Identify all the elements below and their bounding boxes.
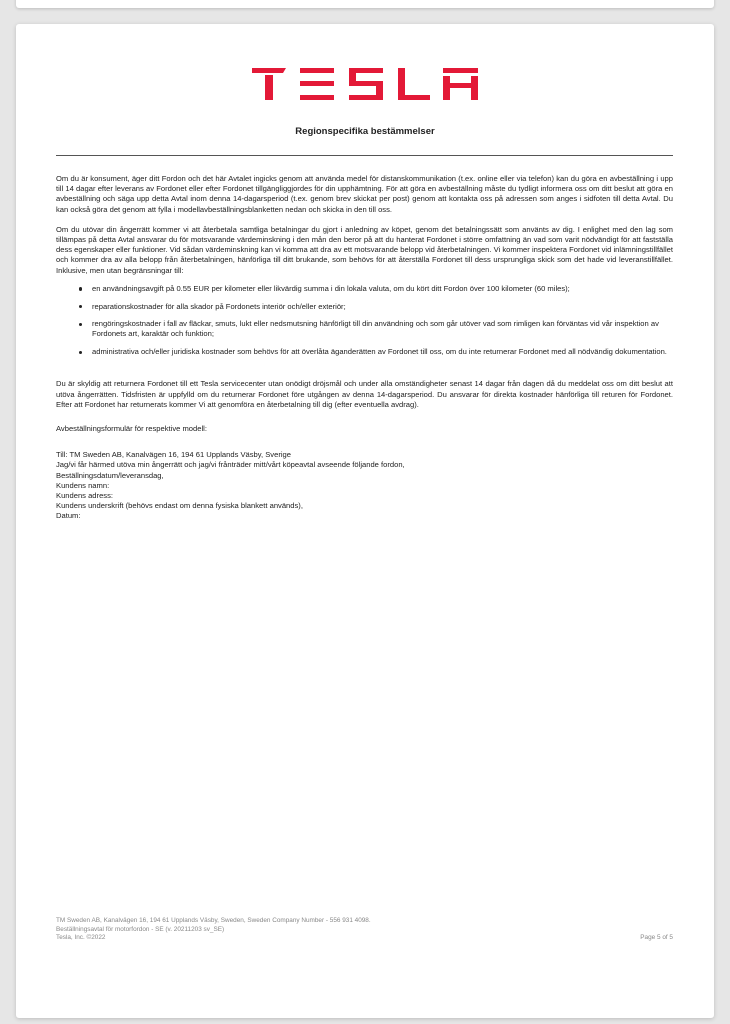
list-item: en användningsavgift på 0.55 EUR per kilometer eller likvärdig summa i din lokala valuta, om du kört ditt Fordon över 100 kilometer (60 miles);	[92, 284, 673, 294]
paragraph-cancellation-right: Om du är konsument, äger ditt Fordon och det här Avtalet ingicks genom att använda medel för distanskommunikation (t.ex. online eller via telefon) kan du göra en avbeställning i upp till 14 dagar efter leverans av Fordonet eller efter Fordonet tillgängliggjordes för din upphämtning. För att göra en avbeställning måste du tydligt informera oss om ditt beslut att göra en avbeställning och säga upp detta Avtal inom denna 14-dagarsperiod (t.ex. genom brev skickat per post) genom att kontakta oss på adressen som anges i sidfoten till detta Avtal. Du kan också göra det genom att fylla i modellavbeställningsblanketten nedan och skicka in den till oss.	[56, 174, 673, 214]
list-item: administrativa och/eller juridiska kostnader som behövs för att överlåta äganderätten av Fordonet till oss, om du inte returnerar Fordonet med all nödvändig dokumentation.	[92, 347, 673, 357]
list-item: rengöringskostnader i fall av fläckar, smuts, lukt eller nedsmutsning hänförligt till din användning och som går utöver vad som rimligen kan förväntas vid vår inspektion av Fordonets art, karaktär och funktion;	[92, 319, 673, 339]
deductions-list	[56, 284, 673, 358]
paragraph-form-heading: Avbeställningsformulär för respektive modell:	[56, 423, 207, 433]
footer-agreement-version: Beställningsavtal för motorfordon - SE (v. 20211203 sv_SE)	[56, 925, 225, 933]
page-number: Page 5 of 5	[640, 934, 673, 941]
previous-page-edge	[16, 0, 714, 8]
document-body	[56, 174, 673, 522]
page-footer	[56, 917, 673, 943]
form-line-customer-address: Kundens adress:	[56, 490, 113, 500]
cancellation-form	[56, 450, 673, 521]
title-divider	[56, 155, 673, 156]
form-line-order-date: Beställningsdatum/leveransdag,	[56, 470, 164, 480]
paragraph-return-obligation: Du är skyldig att returnera Fordonet till ett Tesla servicecenter utan onödigt dröjsmål och under alla omständigheter senast 14 dagar från dagen då du meddelat oss om ditt beslut att utöva ångerrätten. Tidsfristen är uppfylld om du returnerar Fordonet före utgången av denna 14-dagarsperiod. Du ansvarar för direkta kostnader hänförliga till returen för Fordonet. Efter att Fordonet har returnerats kommer Vi att genomföra en återbetalning till dig (efter eventuella avdrag).	[56, 379, 673, 409]
paragraph-refund: Om du utövar din ångerrätt kommer vi att återbetala samtliga betalningar du gjort i anledning av köpet, genom det betalningssätt som använts av dig. I enlighet med den lag som tillämpas på detta Avtal ansvarar du för motsvarande värdeminskning i den mån den beror på att du hanterat Fordonet i större omfattning än vad som varit nödvändigt för att fastställa dess egenskaper eller funktioner. Vid sådan värdeminskning kan vi komma att dra av ett motsvarande belopp vid återbetalningen. Vi kommer inspektera Fordonet vid inlämningstillfället och kommer dra av alla belopp från återbetalningen, hänförliga till ditt brukande, som behövs för att återställa Fordonet till dess ursprungliga skick som det hade vid leveranstillfället. Inklusive, men utan begränsningar till:	[56, 224, 673, 275]
form-line-signature: Kundens underskrift (behövs endast om denna fysiska blankett används),	[56, 501, 303, 511]
form-line-statement: Jag/vi får härmed utöva min ångerrätt och jag/vi frånträder mitt/vårt köpeavtal avseende följande fordon,	[56, 460, 405, 470]
page-title: Regionspecifika bestämmelser	[295, 126, 435, 137]
footer-company: TM Sweden AB, Kanalvägen 16, 194 61 Upplands Väsby, Sweden, Sweden Company Number - 556 931 4098.	[56, 917, 371, 924]
footer-copyright: Tesla, Inc. ©2022	[56, 934, 106, 942]
form-line-recipient: Till: TM Sweden AB, Kanalvägen 16, 194 61 Upplands Väsby, Sverige	[56, 450, 291, 460]
tesla-logo	[252, 68, 478, 100]
list-item: reparationskostnader för alla skador på Fordonets interiör och/eller exteriör;	[92, 302, 673, 312]
form-line-customer-name: Kundens namn:	[56, 480, 110, 490]
form-line-date: Datum:	[56, 511, 81, 521]
document-page[interactable]	[16, 24, 714, 1018]
